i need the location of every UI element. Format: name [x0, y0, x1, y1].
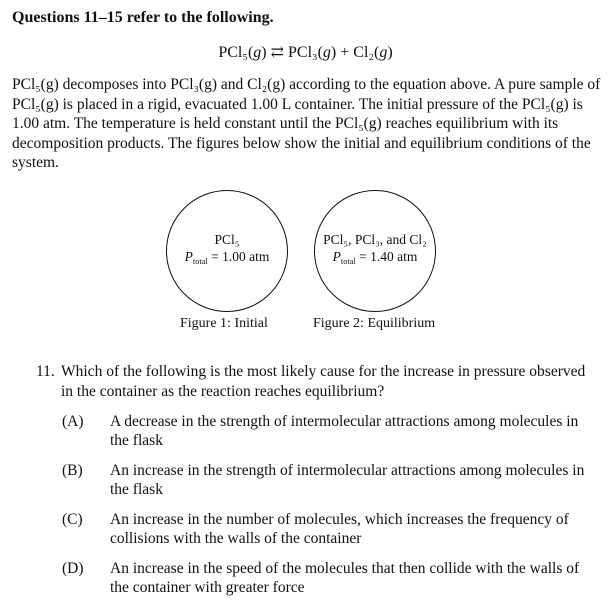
- choice-text: An increase in the strength of intermolecular attractions among molecules in the flask: [110, 462, 585, 498]
- section-heading: Questions 11–15 refer to the following.: [12, 9, 274, 26]
- figures-area: [0, 190, 611, 340]
- passage-text: PCl₅(g) decomposes into PCl₃(g) and Cl₂(g) according to the equation above. A pure sample of PCl₅(g) is placed in a rigid, evacuated 1.00 L container. The initial pressure of the PCl₅(g) is 1.00 atm. The temperature is held constant until the PCl₅(g) reaches equilibrium with its decomposition products. The figures below show the initial and equilibrium conditions of the system.: [12, 76, 601, 171]
- chemical-equation: [0, 42, 611, 62]
- equation-product-1: PCl₃(g): [288, 44, 337, 61]
- question-stem: Which of the following is the most likely cause for the increase in pressure observed in the container as the reaction reaches equilibrium?: [61, 363, 586, 400]
- equilibrium-arrow-icon: ⇄: [270, 44, 284, 61]
- figure-1-container-diagram: [166, 190, 288, 312]
- figure-2-caption: Figure 2: Equilibrium: [313, 316, 436, 331]
- choice-text: An increase in the number of molecules, which increases the frequency of collisions with the walls of the container: [110, 511, 569, 547]
- equation-plus: +: [340, 44, 350, 61]
- equation-product-2: Cl₂(g): [353, 44, 393, 61]
- figure-2-container-diagram: [314, 190, 436, 312]
- equation-reactant: PCl₅(g): [218, 44, 267, 61]
- choice-letter: (C): [62, 511, 83, 528]
- choice-letter: (D): [62, 560, 84, 577]
- choice-text: An increase in the speed of the molecules that then collide with the walls of the container with greater force: [110, 560, 580, 596]
- figure-1-species: PCl₅: [214, 232, 240, 247]
- choice-letter: (A): [62, 413, 84, 430]
- figure-2-pressure: $P_{total} = 1.40$ atm: [332, 249, 418, 266]
- choice-text: A decrease in the strength of intermolecular attractions among molecules in the flask: [110, 413, 579, 449]
- figure-2-species: PCl₅, PCl₃, and Cl₂: [323, 232, 427, 247]
- choice-letter: (B): [62, 462, 83, 479]
- figure-1-pressure: $P_{total} = 1.00$ atm: [184, 249, 270, 266]
- question-number: 11.: [36, 363, 55, 380]
- figure-1-caption: Figure 1: Initial: [180, 316, 268, 331]
